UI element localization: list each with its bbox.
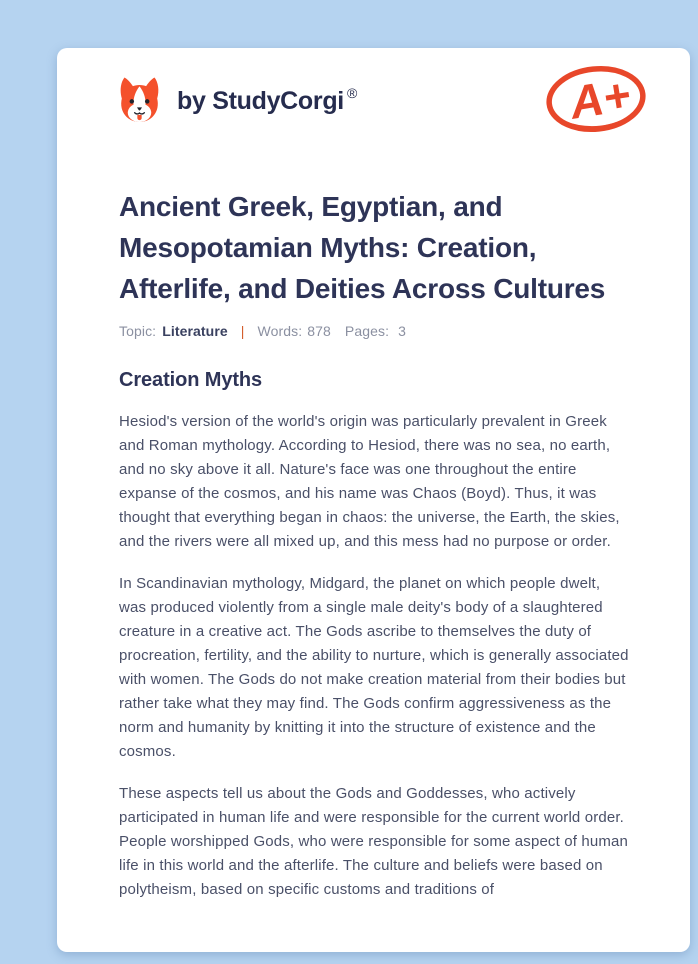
a-plus-badge-text: A+ — [566, 67, 634, 129]
card-header — [57, 48, 690, 158]
pages-group — [345, 323, 406, 339]
article-body — [57, 186, 690, 902]
essay-title: Ancient Greek, Egyptian, and Mesopotamian Myths: Creation, Afterlife, and Deities Across Cultures — [119, 191, 606, 304]
registered-trademark-symbol: ® — [346, 84, 357, 101]
words-count: 878 — [307, 323, 331, 339]
logo-brand-name: by StudyCorgi — [177, 86, 344, 115]
section-heading-creation-myths: Creation Myths — [119, 369, 263, 391]
essay-card — [57, 48, 690, 952]
essay-paragraph: In Scandinavian mythology, Midgard, the planet on which people dwelt, was produced violently from a single male deity's body of a slaughtered creature in a creative act. The Gods ascribe to themselves the duty of procreation, fertility, and the ability to nurture, which is generally associated with women. The Gods do not make creation material from their bodies but rather take what they may find. The Gods confirm aggressiveness as the norm and humanity by knitting it into the structure of existence and the cosmos. — [119, 575, 629, 760]
meta-separator: | — [240, 323, 245, 339]
essay-paragraph: Hesiod's version of the world's origin was particularly prevalent in Greek and Roman mythology. According to Hesiod, there was no sea, no earth, and no sky above it all. Nature's face was one throughout the entire expanse of the cosmos, and his name was Chaos (Boyd). Thus, it was thought that everything began in chaos: the universe, the Earth, the skies, and the rivers were all mixed up, and this mess had no purpose or order. — [119, 413, 620, 550]
essay-paragraph: These aspects tell us about the Gods and Goddesses, who actively participated in human life and were responsible for the current world order. People worshipped Gods, who were responsible for some aspect of human life in this world and the afterlife. The culture and beliefs were based on polytheism, based on specific customs and traditions of — [119, 785, 628, 898]
pages-label: Pages: — [344, 323, 390, 339]
pages-count: 3 — [398, 323, 406, 339]
studycorgi-logo[interactable] — [117, 76, 357, 124]
logo-text — [177, 85, 357, 116]
topic-link[interactable]: Literature — [162, 323, 228, 339]
corgi-logo-icon — [117, 76, 162, 124]
topic-label: Topic: — [119, 323, 157, 339]
a-plus-grade-badge-icon — [542, 62, 650, 140]
words-label: Words: — [257, 323, 303, 339]
essay-meta-row — [119, 323, 630, 339]
